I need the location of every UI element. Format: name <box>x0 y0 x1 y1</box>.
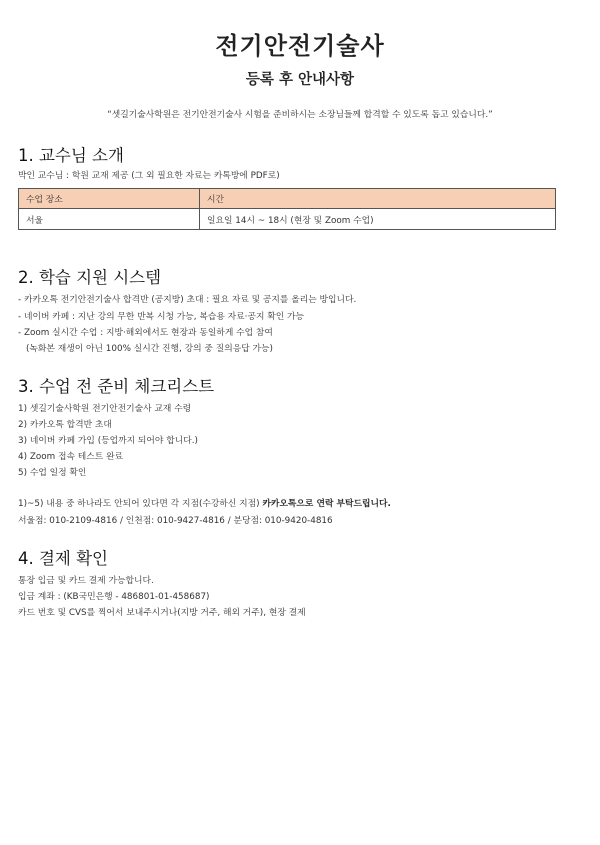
intro-quote: “셋길기술사학원은 전기안전기술사 시험을 준비하시는 소장님들께 합격할 수 있도록 돕고 있습니다.” <box>107 110 493 120</box>
payment-line: 통장 입금 및 카드 결제 가능합니다. <box>18 576 154 586</box>
contact-notice-text: 1)~5) 내용 중 하나라도 안되어 있다면 각 지점(수강하신 지점) <box>18 499 263 509</box>
header-location: 수업 장소 <box>19 189 200 209</box>
document-title: 전기안전기술사 <box>215 32 385 60</box>
table-row <box>19 209 556 230</box>
section-1-heading: 1. 교수님 소개 <box>18 146 124 165</box>
schedule-table-header <box>19 189 556 209</box>
checklist-item: 1) 셋길기술사학원 전기안전기술사 교재 수령 <box>18 404 192 414</box>
schedule-table <box>18 188 556 230</box>
section-3-heading: 3. 수업 전 준비 체크리스트 <box>18 377 215 396</box>
checklist-item: 5) 수업 일정 확인 <box>18 468 87 478</box>
contact-notice <box>18 496 391 509</box>
payment-account: 입금 계좌 : (KB국민은행 - 486801-01-458687) <box>18 592 210 602</box>
cell-time: 일요일 14시 ~ 18시 (현장 및 Zoom 수업) <box>200 209 556 230</box>
section-2-heading: 2. 학습 지원 시스템 <box>18 268 162 287</box>
checklist-item: 3) 네이버 카페 가입 (등업까지 되어야 합니다.) <box>18 436 198 446</box>
checklist-item: 2) 카카오톡 합격반 초대 <box>18 420 112 430</box>
document-subtitle: 등록 후 안내사항 <box>245 72 355 88</box>
branch-contacts: 서울점: 010-2109-4816 / 인천점: 010-9427-4816 / 분당점: 010-9420-4816 <box>18 516 333 526</box>
list-item: - Zoom 실시간 수업 : 지방·해외에서도 현장과 동일하게 수업 참여 <box>18 328 273 338</box>
payment-card-info: 카드 번호 및 CVS를 찍어서 보내주시거나(지방 거주, 해외 거주), 현장 결제 <box>18 608 306 618</box>
list-item-note: (녹화본 재생이 아닌 100% 실시간 진행, 강의 중 질의응답 가능) <box>26 344 273 354</box>
checklist-item: 4) Zoom 접속 테스트 완료 <box>18 452 124 462</box>
list-item: - 카카오톡 전기안전기술사 합격반 (공지방) 초대 : 필요 자료 및 공지를 올리는 방입니다. <box>18 295 357 305</box>
professor-intro-line: 박인 교수님 : 학원 교재 제공 (그 외 필요한 자료는 카톡방에 PDF로) <box>18 171 280 181</box>
header-time: 시간 <box>200 189 556 209</box>
section-4-heading: 4. 결제 확인 <box>18 549 108 568</box>
cell-location: 서울 <box>19 209 200 230</box>
contact-notice-emphasis: 카카오톡으로 연락 부탁드립니다. <box>262 499 391 509</box>
list-item: - 네이버 카페 : 지난 강의 무한 반복 시청 가능, 복습용 자료·공지 확인 가능 <box>18 312 305 322</box>
